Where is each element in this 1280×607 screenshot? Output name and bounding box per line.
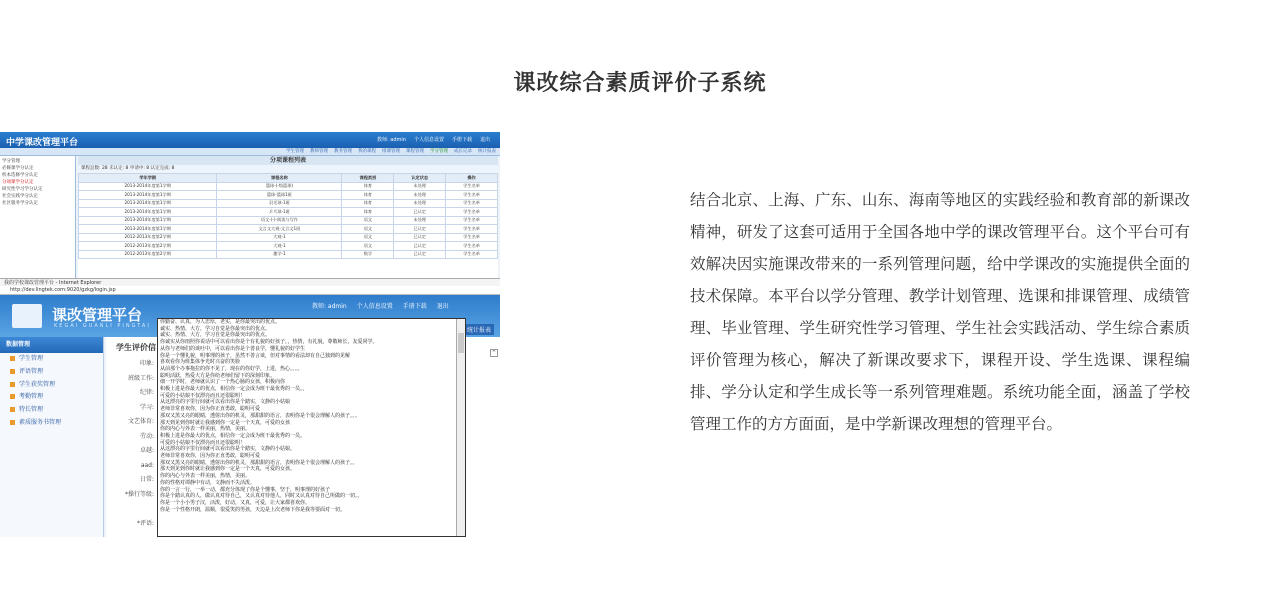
sidebar-header: 数据管理 <box>0 337 103 353</box>
table-cell: 2013-2014年度第1学期 <box>79 225 217 234</box>
table-cell: 2012-2013年度第2学期 <box>79 250 217 259</box>
table-header: 课程名称 <box>217 174 342 183</box>
table-row <box>79 250 498 259</box>
table-cell: 趣学-1 <box>217 250 342 259</box>
back-header-link[interactable]: 个人信息设置 <box>413 137 444 143</box>
tree-item[interactable]: 研究性学习学分认定 <box>2 187 43 192</box>
table-header: 操作 <box>446 174 498 183</box>
front-window-title: 课改管理平台 <box>52 306 143 324</box>
table-cell: 语文-(-)-阅读与写作 <box>217 216 342 225</box>
table-cell: 篮球-(-级篮球) <box>217 182 342 191</box>
table-cell: 已认定 <box>394 233 446 242</box>
back-nav-item[interactable]: 排课管理 <box>382 149 400 154</box>
table-cell: 已认定 <box>394 242 446 251</box>
table-row <box>79 216 498 225</box>
table-cell: 乒乓球-1班 <box>217 208 342 217</box>
comment-option[interactable]: 你诚实从你雨照你说话中可以看出你是个有礼貌的好孩子，，热情，有礼貌，尊敬师长，友爱同学。 <box>160 339 378 346</box>
product-description: 结合北京、上海、广东、山东、海南等地区的实践经验和教育部的新课改精神，研发了这套可适用于全国各地中学的课改管理平台。这个平台可有效解决因实施课改带来的一系列管理问题，给中学课改的实施提供全面的技术保障。本平台以学分管理、教学计划管理、选课和排课管理、成绩管理、毕业管理、学生研究性学习管理、学生社会实践活动、学生综合素质评价管理为核心，解决了新课改要求下，课程开设、学生选课、课程编排、学分认定和学生成长等一系列管理难题。系统功能全面，涵盖了学校管理工作的方方面面，是中学新课改理想的管理平台。 <box>690 191 1190 433</box>
page-title: 课改综合素质评价子系统 <box>513 71 767 96</box>
student-list-link[interactable]: 学生名单 <box>446 250 498 259</box>
comment-option[interactable]: 喜欢看你为班集体争光时兴奋的笑脸 <box>160 359 241 366</box>
table-header: 课程类别 <box>342 174 394 183</box>
bullet-icon <box>10 394 15 399</box>
front-header-link[interactable]: 个人信息设置 <box>356 303 393 310</box>
comment-option[interactable]: 老师非常喜欢你，因为你正直勇敢，聪明可爱 <box>160 406 261 413</box>
collapse-icon[interactable]: ^ <box>491 350 497 356</box>
table-caption: 分项课程列表 <box>78 156 498 165</box>
table-row <box>79 233 498 242</box>
sidebar-item[interactable]: 考勤管理 <box>0 391 103 404</box>
comment-option[interactable]: 从前那个办事拖拉的你不见了，现在的你好学，上进，热心。。。。 <box>160 365 303 372</box>
form-label: 学习: <box>139 403 154 411</box>
table-cell: 2013-2014年度第1学期 <box>79 216 217 225</box>
form-label: 文艺体育: <box>127 418 154 425</box>
bullet-icon <box>10 356 15 361</box>
sidebar-item[interactable]: 评语管理 <box>0 366 103 379</box>
table-cell: 体育 <box>342 182 394 191</box>
bullet-icon <box>10 369 15 374</box>
form-label: 劳动: <box>139 432 154 440</box>
comment-option[interactable]: 你的内心与外表一样美丽，热情，美丽。 <box>160 473 251 480</box>
form-label <box>106 502 154 517</box>
student-list-link[interactable]: 学生名单 <box>446 242 498 251</box>
address-bar[interactable]: http://dev.lingtek.com:9020/gzkg/login.jsp <box>0 286 500 295</box>
back-nav-item[interactable]: 学生管理 <box>286 149 304 154</box>
comment-option[interactable]: 积极上进是你最大的优点，相信你一定会成为班干最优秀的一员。。 <box>160 386 308 393</box>
scrollbar-thumb[interactable] <box>458 333 464 353</box>
bullet-icon <box>10 420 15 425</box>
table-cell: 未处理 <box>394 199 446 208</box>
back-tree <box>0 156 76 280</box>
comment-option[interactable]: 诚实、热情、大方，学习自觉是你最突出的优点。 <box>160 332 271 339</box>
student-list-link[interactable]: 学生名单 <box>446 182 498 191</box>
comment-option[interactable]: 你的性格对谭静中有动，文静而不失活泼。 <box>160 479 256 486</box>
form-label: 纪律: <box>139 389 154 396</box>
sidebar-item[interactable]: 特长管理 <box>0 404 103 417</box>
table-cell: 2012-2013年度第2学期 <box>79 242 217 251</box>
back-header-link[interactable]: 手册下载 <box>451 137 472 143</box>
table-row <box>79 225 498 234</box>
product-screenshot <box>0 132 500 537</box>
back-window-title: 中学课改管理平台 <box>6 138 79 148</box>
table-summary: 课程总数: 28 未认定: 8 申请中: 8 认定完成: 8 <box>78 165 498 173</box>
back-nav-item[interactable]: 教师管理 <box>310 149 328 154</box>
comment-option[interactable]: 那双又黑又亮的眼睛，透射出你的机灵，那甜甜的语言，表明你是个很会理解人的孩子。。 <box>160 459 358 466</box>
back-header-link[interactable]: 教师: admin <box>377 137 406 143</box>
tree-item[interactable]: 社会实践学分认定 <box>2 194 38 199</box>
tree-item[interactable]: 校本选修学分认定 <box>2 173 38 178</box>
back-nav-bar <box>0 148 500 156</box>
form-label: *评语: <box>136 519 154 527</box>
comment-option[interactable]: 你的一言一行，一举一动，都充分体现了你是个懂事，坚于，明事理的好孩子 <box>160 486 331 493</box>
form-labels <box>106 357 154 531</box>
table-header: 学年学期 <box>79 174 217 183</box>
table-cell: 2013-2014年度第1学期 <box>79 182 217 191</box>
tab-statistics[interactable]: 统计报表 <box>464 324 494 335</box>
table-cell: 语文 <box>342 225 394 234</box>
back-nav-item[interactable]: 我的课程 <box>358 149 376 154</box>
student-list-link[interactable]: 学生名单 <box>446 233 498 242</box>
bullet-icon <box>10 407 15 412</box>
table-cell: 2013-2014年度第1学期 <box>79 208 217 217</box>
course-table <box>78 173 498 259</box>
sidebar-item[interactable]: 学生获奖管理 <box>0 379 103 392</box>
table-cell: 体育 <box>342 199 394 208</box>
sidebar-item[interactable]: 素质服务书管理 <box>0 417 103 430</box>
form-label: *操行等级: <box>124 490 154 498</box>
table-cell: 篮球-篮球1班 <box>217 191 342 200</box>
table-cell: 数学 <box>342 250 394 259</box>
form-label: 卓越: <box>139 447 154 454</box>
back-nav-item[interactable]: 统计报表 <box>478 149 496 154</box>
table-cell: 大观-1 <box>217 242 342 251</box>
front-header-link[interactable]: 手册下载 <box>402 303 427 310</box>
student-list-link[interactable]: 学生名单 <box>446 216 498 225</box>
table-row <box>79 208 498 217</box>
table-cell: 语文 <box>342 233 394 242</box>
table-header: 认定状态 <box>394 174 446 183</box>
table-cell: 体育 <box>342 208 394 217</box>
comment-option[interactable]: 可爱的小姑娘不仅漂亮而且还很聪明！ <box>160 392 246 399</box>
table-cell: 2013-2014年度第1学期 <box>79 191 217 200</box>
table-cell: 2012-2013年度第2学期 <box>79 233 217 242</box>
front-header-link[interactable]: 退出 <box>436 303 449 310</box>
form-label: 印象: <box>139 360 154 367</box>
comment-option[interactable]: 积极上进是你最大的优点，相信你一定会成为班干最优秀的一员。 <box>160 432 306 439</box>
student-list-link[interactable]: 学生名单 <box>446 225 498 234</box>
comment-option[interactable]: 那天到见到你时就让我感到你一定是一个天真，可爱的女孩 <box>160 419 291 426</box>
comment-option[interactable]: 诚实、热情、大方，学习自觉是你最突出的优点。 <box>160 325 271 332</box>
back-main <box>78 156 498 280</box>
table-cell: 已认定 <box>394 225 446 234</box>
comment-option[interactable]: 那双又黑又亮的眼睛，透射出你的机灵，那甜甜的语言，表明你是个很会理解人的孩子。。。 <box>160 412 361 419</box>
tree-item[interactable]: 社区服务学分认定 <box>2 201 38 206</box>
comment-option[interactable]: 你勤奋、认真，为人忠厚，老实，是你最突出的优点。 <box>160 319 281 325</box>
tree-item[interactable]: 必修课学分认定 <box>2 166 34 171</box>
comment-option[interactable]: 你是一个性格开朗，温顺，很爱笑的男孩，天边是上次老师下你是我等要面对一切。 <box>160 506 346 513</box>
student-list-link[interactable]: 学生名单 <box>446 191 498 200</box>
student-list-link[interactable]: 学生名单 <box>446 208 498 217</box>
back-nav-item[interactable]: 课程管理 <box>406 149 424 154</box>
back-nav-item[interactable]: 教务管理 <box>334 149 352 154</box>
table-row <box>79 199 498 208</box>
table-cell: 文言文大观-文言文1班 <box>217 225 342 234</box>
scrollbar[interactable] <box>456 319 465 536</box>
table-cell: 大观-1 <box>217 233 342 242</box>
form-label: aad: <box>140 461 154 469</box>
comment-option[interactable]: 聪明活跃，热爱大方是你给老师们留下的深刻印象。 <box>160 372 276 379</box>
table-cell: 未处理 <box>394 191 446 200</box>
form-label: 日常: <box>139 476 154 483</box>
comment-option[interactable]: 你是一个懂礼貌，明事理的孩子，虽然不善言谈，但对事情的看法却有自己独到的见解 <box>160 352 351 359</box>
table-cell: 语文 <box>342 242 394 251</box>
table-row <box>79 242 498 251</box>
comment-option[interactable]: 从这漂亮的字里行间就可以看出你是个踏实，文静的小姑娘。 <box>160 446 296 453</box>
comment-option[interactable]: 从这漂亮的字里行间就可以看出你是个踏实，文静的小姑娘 <box>160 399 291 406</box>
table-cell: 语文 <box>342 216 394 225</box>
comment-option[interactable]: 老师非常喜欢你，因为你正直勇敢，聪明可爱 <box>160 453 261 460</box>
back-window-header <box>0 132 500 148</box>
comment-option[interactable]: 可爱的小姑娘不仅漂亮而且还很聪明！ <box>160 439 246 446</box>
comment-option[interactable]: 从你与老师们的谈吐中，可以看出你是个善良学，懂礼貌的好学生 <box>160 345 306 352</box>
table-row <box>79 182 498 191</box>
back-nav-item[interactable]: 成长记录 <box>454 149 472 154</box>
table-cell: 羽毛球-1班 <box>217 199 342 208</box>
table-row <box>79 191 498 200</box>
back-header-link[interactable]: 退出 <box>479 137 490 143</box>
table-cell: 体育 <box>342 191 394 200</box>
bullet-icon <box>10 382 15 387</box>
comment-option[interactable]: 你是一个小小男子汉，活泼，好动，又真，可爱，让大家都喜欢你。 <box>160 499 311 506</box>
table-cell: 未处理 <box>394 182 446 191</box>
front-sidebar <box>0 337 104 537</box>
comment-option[interactable]: 那天到见到你时就让我感到你一定是一个天真，可爱的女孩。 <box>160 466 296 473</box>
tree-root[interactable]: 学分管理 <box>2 159 20 164</box>
logo-icon <box>12 304 42 328</box>
comment-option[interactable]: 你是个踏认真的人，做认真对待自己，又认真对待他人，同时又认真对待自己所做的一切。。 <box>160 493 363 500</box>
form-caption: 学生评价信 <box>116 343 156 352</box>
table-cell: 2013-2014年度第1学期 <box>79 199 217 208</box>
ie-title-bar: 我的学校课改管理平台 - Internet Explorer <box>0 278 500 286</box>
back-nav-item-active[interactable]: 学分管理 <box>430 149 448 154</box>
form-label: 班级工作: <box>127 374 154 382</box>
comment-option[interactable]: 你的内心与外表一样美丽，热情，美丽。 <box>160 426 251 433</box>
student-list-link[interactable]: 学生名单 <box>446 199 498 208</box>
comment-listbox[interactable] <box>157 318 466 537</box>
table-cell: 已认定 <box>394 250 446 259</box>
table-cell: 未处理 <box>394 216 446 225</box>
sidebar-item[interactable]: 学生管理 <box>0 353 103 366</box>
tree-item[interactable]: 分项课学分认定 <box>2 180 34 185</box>
front-header-link[interactable]: 教师: admin <box>312 303 347 310</box>
table-cell: 已认定 <box>394 208 446 217</box>
comment-option[interactable]: 细一开学时，老师就认识了一个热心肠的女孩，积极向你 <box>160 379 286 386</box>
front-window-subtitle: KEGAI GUANLI PINGTAI <box>54 323 151 329</box>
